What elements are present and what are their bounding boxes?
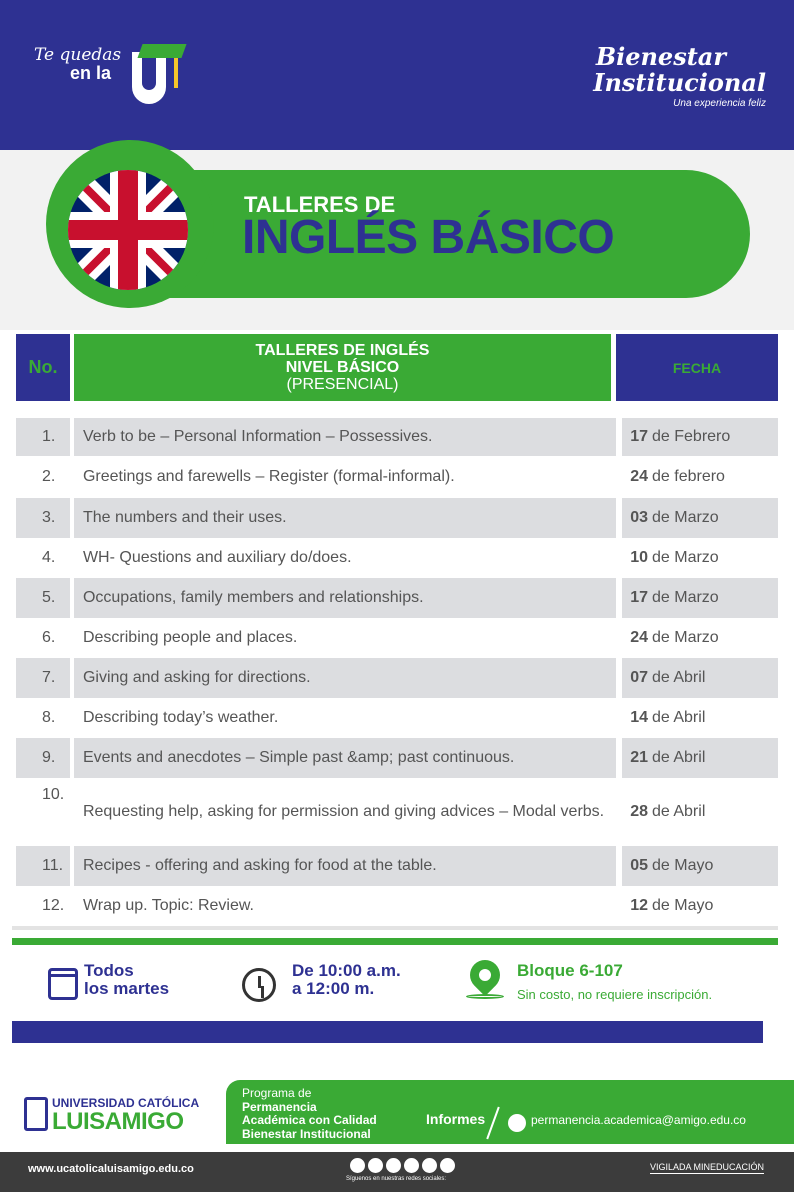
- row-day: 17: [630, 589, 648, 606]
- row-day: 21: [630, 749, 648, 766]
- row-day: 07: [630, 669, 648, 686]
- row-topic: Recipes - offering and asking for food at the table.: [74, 846, 616, 886]
- row-date: [622, 778, 778, 846]
- row-day: 24: [630, 629, 648, 646]
- row-month: de febrero: [652, 468, 725, 485]
- program-text: [242, 1087, 377, 1141]
- row-month: de Marzo: [652, 509, 719, 526]
- table-row: [16, 658, 778, 698]
- bienestar-logo: [593, 44, 766, 109]
- row-month: de Marzo: [652, 549, 719, 566]
- tassel-icon: [174, 58, 178, 88]
- row-month: de Abril: [652, 709, 706, 726]
- row-number: 11.: [16, 846, 70, 886]
- row-date: [622, 698, 778, 738]
- location-pin-icon: [464, 954, 506, 996]
- program-line2: Permanencia: [242, 1099, 317, 1114]
- table-row: [16, 846, 778, 886]
- university-name-line2: LUISAMIGO: [52, 1108, 184, 1135]
- place-note: Sin costo, no requiere inscripción.: [517, 987, 713, 1002]
- row-topic: WH- Questions and auxiliary do/does.: [82, 549, 352, 566]
- row-day: 10: [630, 549, 648, 566]
- table-row: [16, 538, 778, 578]
- row-topic: Occupations, family members and relationships.: [74, 578, 616, 618]
- row-day: 24: [630, 468, 648, 485]
- row-number: 5.: [16, 578, 70, 618]
- email-link[interactable]: permanencia.academica@amigo.edu.co: [531, 1113, 746, 1127]
- facebook-icon[interactable]: [350, 1158, 365, 1173]
- twitter-icon[interactable]: [386, 1158, 401, 1173]
- banner-title: INGLÉS BÁSICO: [242, 211, 615, 264]
- row-day: 28: [630, 803, 648, 820]
- instagram-icon[interactable]: [422, 1158, 437, 1173]
- row-date: [622, 578, 778, 618]
- column-header-fecha: FECHA: [616, 334, 778, 401]
- row-date: [622, 456, 778, 498]
- row-number: 12.: [42, 897, 65, 914]
- bottom-bar: [0, 1152, 794, 1192]
- row-month: de Abril: [652, 803, 706, 820]
- row-number: 1.: [16, 418, 70, 456]
- row-date: [622, 658, 778, 698]
- informes-label: Informes: [426, 1111, 486, 1127]
- table-row: [16, 886, 778, 926]
- row-month: de Marzo: [652, 629, 719, 646]
- table-row: [16, 456, 778, 498]
- table-row: [16, 698, 778, 738]
- row-topic: Events and anecdotes – Simple past &amp; past continuous.: [74, 738, 616, 778]
- program-line1: Programa de: [242, 1086, 312, 1100]
- row-topic: Describing today’s weather.: [82, 709, 279, 726]
- table-row: [16, 738, 778, 778]
- row-number: 8.: [42, 709, 56, 726]
- linkedin-icon[interactable]: [404, 1158, 419, 1173]
- row-month: de Marzo: [652, 589, 719, 606]
- calendar-icon: [48, 968, 78, 1000]
- row-number: 6.: [42, 629, 56, 646]
- university-name-line1: UNIVERSIDAD CATÓLICA: [52, 1096, 200, 1110]
- row-number: 10.: [42, 786, 65, 803]
- column-title-line1: TALLERES DE INGLÉS: [255, 342, 430, 359]
- row-date: [622, 498, 778, 538]
- time-line2: a 12:00 m.: [292, 979, 375, 998]
- logo-left-line2: en la: [70, 63, 112, 83]
- row-day: 12: [630, 897, 648, 914]
- youtube-icon[interactable]: [368, 1158, 383, 1173]
- table-end-divider: [12, 926, 778, 930]
- te-quedas-logo: [34, 46, 121, 82]
- column-title-line3: (PRESENCIAL): [286, 376, 399, 393]
- row-month: de Mayo: [652, 857, 714, 874]
- banner-subtitle: TALLERES DE: [244, 192, 396, 217]
- footer: [0, 1080, 794, 1144]
- logo-left-line1: Te quedas: [34, 45, 122, 65]
- clock-icon: [242, 968, 276, 1002]
- time-info: [292, 962, 401, 998]
- row-day: 05: [630, 857, 648, 874]
- row-topic: Greetings and farewells – Register (formal-informal).: [82, 468, 455, 485]
- program-line4: Bienestar Institucional: [242, 1126, 371, 1141]
- email-icon: [508, 1114, 526, 1132]
- row-day: 03: [630, 509, 648, 526]
- navy-divider: [12, 1021, 763, 1043]
- table-row: [16, 418, 778, 456]
- follow-text: Síguenos en nuestras redes sociales:: [346, 1176, 447, 1182]
- row-month: de Febrero: [652, 428, 731, 445]
- vigilada-label: VIGILADA MINEDUCACIÓN: [650, 1162, 765, 1172]
- logo-right-line1: Bienestar: [595, 42, 726, 71]
- logo-u-mark: [132, 52, 166, 104]
- graduation-cap-icon: [137, 44, 186, 58]
- days-line2: los martes: [84, 979, 170, 998]
- row-month: de Abril: [652, 749, 706, 766]
- row-day: 17: [630, 428, 648, 445]
- time-line1: De 10:00 a.m.: [292, 961, 401, 980]
- row-topic: Requesting help, asking for permission and giving advices – Modal verbs.: [82, 803, 605, 820]
- row-number: 2.: [42, 468, 56, 485]
- logo-right-line2: Institucional: [593, 68, 766, 97]
- schedule-table: [16, 418, 778, 926]
- table-row: [16, 498, 778, 538]
- place-info: Bloque 6-107: [517, 961, 623, 980]
- row-number: 4.: [42, 549, 56, 566]
- row-topic: The numbers and their uses.: [74, 498, 616, 538]
- row-date: [622, 618, 778, 658]
- green-divider: [12, 938, 778, 945]
- row-month: de Mayo: [652, 897, 714, 914]
- days-line1: Todos: [84, 961, 134, 980]
- location-pin-base: [466, 994, 504, 999]
- flickr-icon[interactable]: [440, 1158, 455, 1173]
- website-link[interactable]: www.ucatolicaluisamigo.edu.co: [28, 1163, 194, 1175]
- row-date: [622, 846, 778, 886]
- uk-flag-icon: [68, 170, 188, 290]
- row-topic: Describing people and places.: [82, 629, 298, 646]
- row-number: 7.: [16, 658, 70, 698]
- row-number: 9.: [16, 738, 70, 778]
- uk-flag-graphic: [68, 170, 188, 290]
- social-icons: [350, 1158, 455, 1173]
- row-topic: Verb to be – Personal Information – Possessives.: [74, 418, 616, 456]
- university-shield-icon: [24, 1097, 48, 1131]
- row-date: [622, 538, 778, 578]
- table-row: [16, 578, 778, 618]
- row-date: [622, 886, 778, 926]
- column-header-taller: [74, 334, 611, 401]
- row-topic: Wrap up. Topic: Review.: [82, 897, 254, 914]
- row-topic: Giving and asking for directions.: [74, 658, 616, 698]
- row-month: de Abril: [652, 669, 706, 686]
- program-line3: Académica con Calidad: [242, 1113, 377, 1127]
- row-day: 14: [630, 709, 648, 726]
- column-header-no: No.: [16, 334, 70, 401]
- row-date: [622, 738, 778, 778]
- table-row: [16, 618, 778, 658]
- table-row: [16, 778, 778, 846]
- row-date: [622, 418, 778, 456]
- days-info: [84, 962, 169, 998]
- column-title-line2: NIVEL BÁSICO: [285, 359, 400, 376]
- row-number: 3.: [16, 498, 70, 538]
- logo-right-tagline: Una experiencia feliz: [673, 98, 766, 109]
